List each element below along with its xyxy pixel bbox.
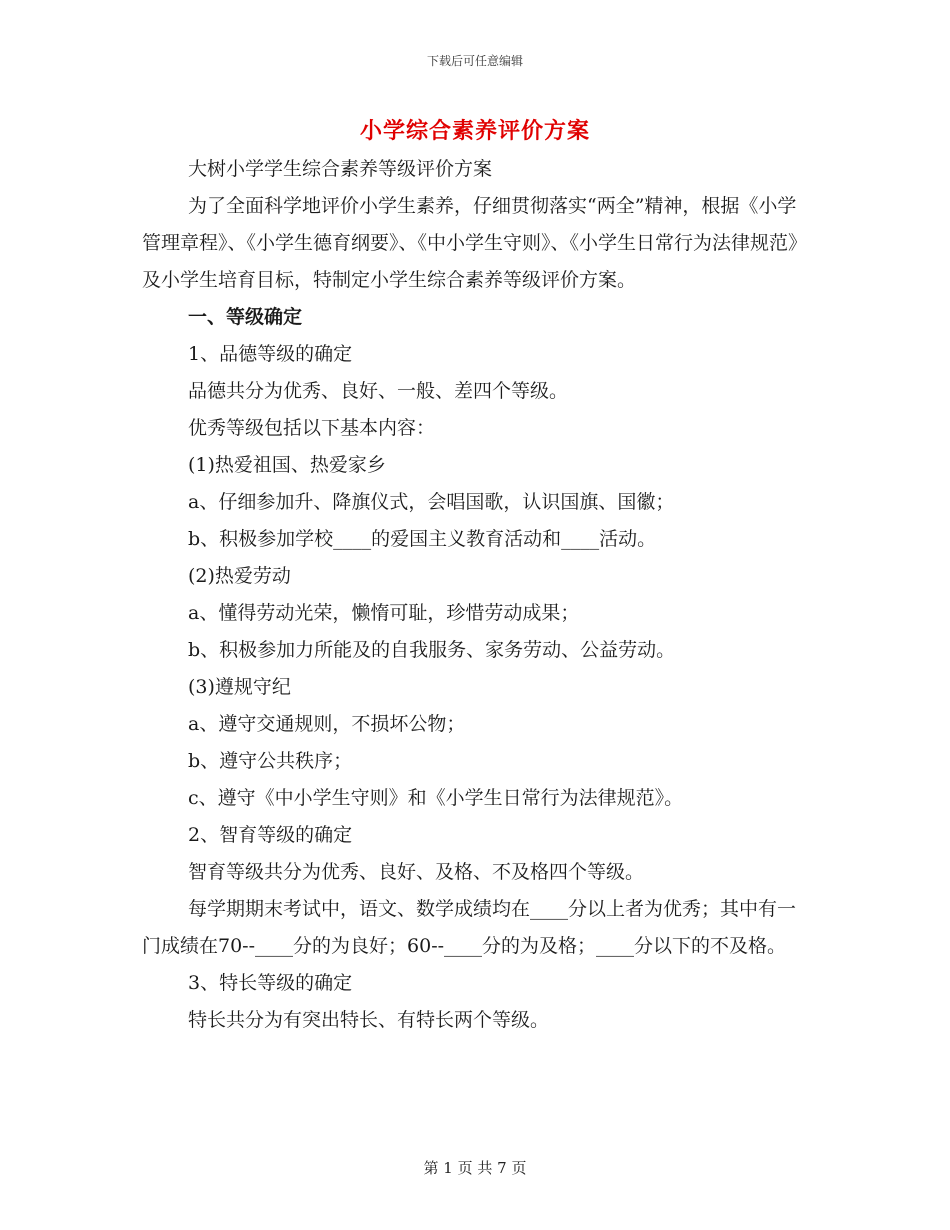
subsection-heading: 2、智育等级的确定: [188, 824, 353, 846]
paragraph: 智育等级共分为优秀、良好、及格、不及格四个等级。: [188, 861, 645, 883]
list-heading: (2)热爱劳动: [188, 565, 291, 587]
page-footer: 第 1 页 共 7 页: [423, 1159, 527, 1177]
list-item: a、仔细参加升、降旗仪式，会唱国歌，认识国旗、国徽；: [188, 491, 675, 513]
subsection-heading: 1、品德等级的确定: [188, 343, 353, 365]
section-heading: 一、等级确定: [188, 306, 303, 328]
list-item: a、懂得劳动光荣，懒惰可耻，珍惜劳动成果；: [188, 602, 580, 624]
paragraph: 每学期期末考试中，语文、数学成绩均在____分以上者为优秀；其中有一门成绩在70--____分的为良好；60--____分的为及格；____分以下的不及格。: [142, 898, 797, 957]
subsection-heading: 3、特长等级的确定: [188, 972, 353, 994]
paragraph: 优秀等级包括以下基本内容：: [188, 417, 436, 439]
list-item: b、遵守公共秩序；: [188, 750, 353, 772]
document-title: 小学综合素养评价方案: [359, 118, 590, 144]
paragraph: 为了全面科学地评价小学生素养，仔细贯彻落实“两全”精神，根据《小学管理章程》、《小学生德育纲要》、《中小学生守则》、《小学生日常行为法律规范》及小学生培育目标，特制定小学生综合素养等级评价方案。: [142, 195, 808, 291]
document-body: [142, 151, 810, 1039]
list-item: b、积极参加力所能及的自我服务、家务劳动、公益劳动。: [188, 639, 676, 661]
paragraph: 大树小学学生综合素养等级评价方案: [188, 158, 493, 180]
list-heading: (1)热爱祖国、热爱家乡: [188, 454, 386, 476]
paragraph: 特长共分为有突出特长、有特长两个等级。: [188, 1009, 550, 1031]
list-item: b、积极参加学校____的爱国主义教育活动和____活动。: [188, 528, 657, 550]
paragraph: 品德共分为优秀、良好、一般、差四个等级。: [188, 380, 569, 402]
list-item: c、遵守《中小学生守则》和《小学生日常行为法律规范》。: [188, 787, 684, 809]
list-heading: (3)遵规守纪: [188, 676, 291, 698]
list-item: a、遵守交通规则，不损坏公物；: [188, 713, 466, 735]
header-note: 下载后可任意编辑: [426, 54, 523, 68]
